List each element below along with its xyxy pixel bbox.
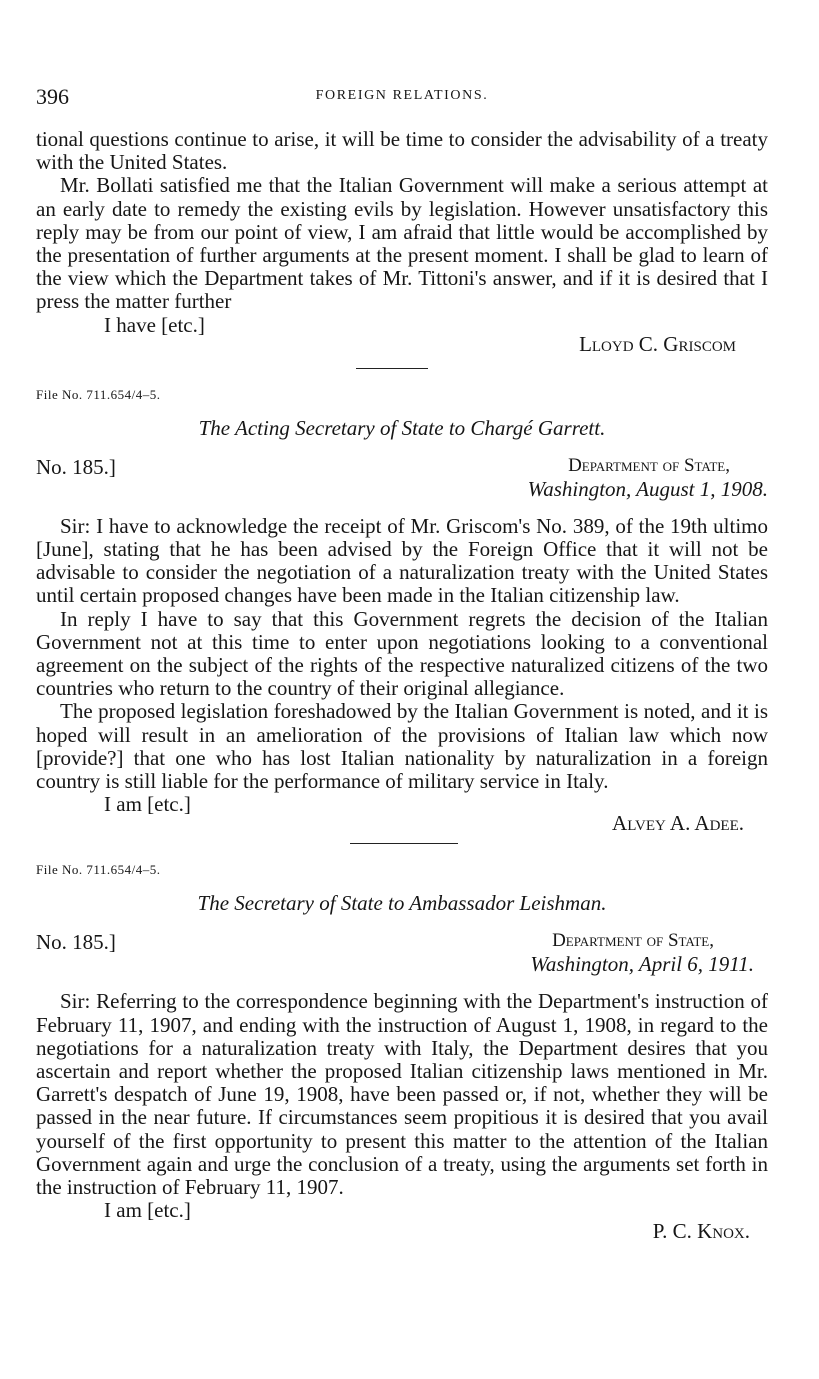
paragraph: Sir: I have to acknowledge the receipt of Mr. Griscom's No. 389, of the 19th ultimo [June], stating that he has been advised by the Foreign Office that it will not be advisable to consider the negotiation of a naturalization treaty with the United States until certain proposed changes have been made in the Italian citizenship law. bbox=[36, 513, 768, 608]
closing: I am [etc.] bbox=[104, 1198, 191, 1223]
section-divider bbox=[356, 368, 428, 369]
paragraph: In reply I have to say that this Government regrets the decision of the Italian Government not at this time to enter upon negotiations looking to a conventional agreement on the subject of the rights of the respective naturalized citizens of the two countries who return to the country of their original allegiance. bbox=[36, 606, 768, 701]
paragraph: Mr. Bollati satisfied me that the Italian Government will make a serious attempt at an early date to remedy the existing evils by legislation. However unsatisfactory this reply may be from our point of view, I am afraid that little would be accomplished by the presentation of further arguments at the present moment. I shall be glad to learn of the view which the Department takes of Mr. Tittoni's answer, and if it is desired that I press the matter further bbox=[36, 173, 768, 314]
signature: Alvey A. Adee. bbox=[612, 811, 744, 836]
paragraph: The proposed legislation foreshadowed by the Italian Government is noted, and it is hoped will result in an amelioration of the provisions of Italian law which now [provide?] that one who has lost Italian nationality by naturalization in a foreign country is still liable for the performance of military service in Italy. bbox=[36, 699, 768, 794]
instruction-number: No. 185.] bbox=[36, 930, 116, 955]
signature: P. C. Knox. bbox=[652, 1219, 750, 1244]
file-number: File No. 711.654/4–5. bbox=[36, 862, 161, 878]
department-name: Department of State, bbox=[552, 930, 714, 952]
place-date: Washington, August 1, 1908. bbox=[527, 476, 768, 501]
letter-heading: The Acting Secretary of State to Chargé Garrett. bbox=[198, 415, 606, 440]
department-name: Department of State, bbox=[568, 454, 730, 476]
page-number: 396 bbox=[36, 84, 69, 109]
running-header bbox=[36, 84, 768, 112]
paragraph: tional questions continue to arise, it will be time to consider the advisability of a treaty with the United States. bbox=[36, 127, 768, 175]
dateline bbox=[36, 455, 768, 509]
dateline bbox=[36, 930, 768, 984]
closing: I have [etc.] bbox=[104, 312, 205, 337]
letter-heading: The Secretary of State to Ambassador Leishman. bbox=[197, 891, 607, 916]
file-number: File No. 711.654/4–5. bbox=[36, 386, 161, 402]
document-body bbox=[36, 128, 768, 1243]
paragraph: Sir: Referring to the correspondence beginning with the Department's instruction of February 11, 1907, and ending with the instruction of August 1, 1908, in regard to the negotiations for a naturalization treaty with Italy, the Department desires that you ascertain and report whether the proposed Italian citizenship laws mentioned in Mr. Garrett's despatch of June 19, 1908, have been passed or, if not, whether they will be passed in the near future. If circumstances seem propitious it is desired that you avail yourself of the first opportunity to present this matter to the attention of the Italian Government again and urge the conclusion of a treaty, using the arguments set forth in the instruction of February 11, 1907. bbox=[36, 989, 768, 1200]
place-date: Washington, April 6, 1911. bbox=[530, 952, 754, 977]
running-title: FOREIGN RELATIONS. bbox=[315, 88, 489, 103]
section-divider bbox=[350, 843, 458, 844]
instruction-number: No. 185.] bbox=[36, 454, 116, 479]
closing: I am [etc.] bbox=[104, 792, 191, 817]
signature: Lloyd C. Griscom bbox=[579, 331, 736, 356]
